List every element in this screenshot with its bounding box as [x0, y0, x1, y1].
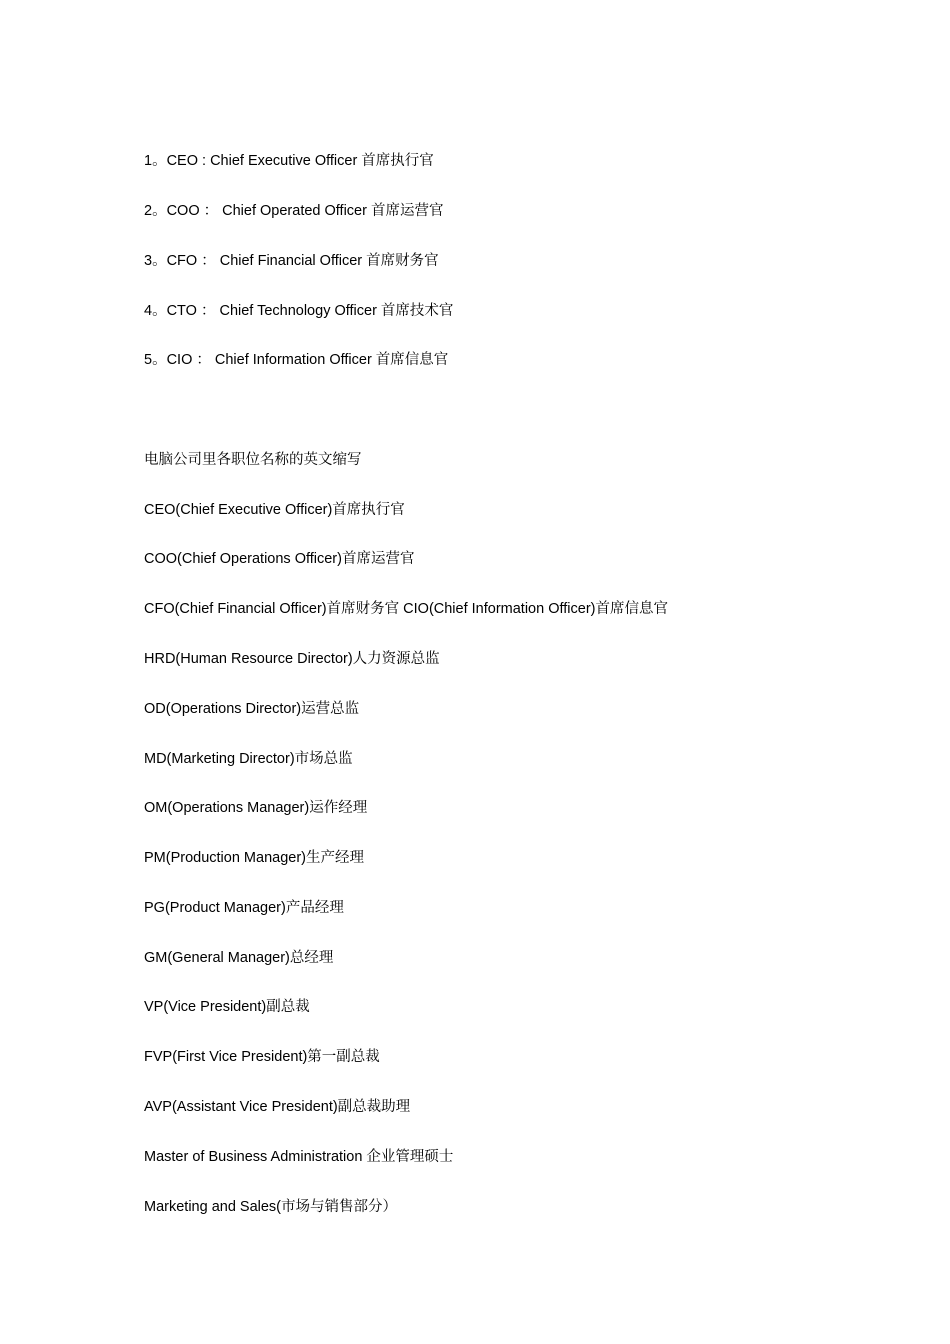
numbered-list-item: 1。CEO : Chief Executive Officer 首席执行官	[144, 153, 434, 169]
title-entry: HRD(Human Resource Director)人力资源总监	[144, 651, 440, 667]
numbered-list-item: 2。COO ： Chief Operated Officer 首席运营官	[144, 203, 444, 219]
title-entry: FVP(First Vice President)第一副总裁	[144, 1049, 380, 1065]
numbered-list-item: 5。CIO ： Chief Information Officer 首席信息官	[144, 352, 449, 368]
title-entry: CEO(Chief Executive Officer)首席执行官	[144, 502, 405, 518]
title-entry: CFO(Chief Financial Officer)首席财务官 CIO(Chief Information Officer)首席信息官	[144, 601, 668, 617]
title-entry: PM(Production Manager)生产经理	[144, 850, 364, 866]
title-entry: COO(Chief Operations Officer)首席运营官	[144, 551, 415, 567]
title-entry: OD(Operations Director)运营总监	[144, 701, 360, 717]
numbered-list-item: 3。CFO ： Chief Financial Officer 首席财务官	[144, 253, 439, 269]
section-heading: 电脑公司里各职位名称的英文缩写	[144, 452, 362, 468]
title-entry: Master of Business Administration 企业管理硕士	[144, 1149, 454, 1165]
title-entry: Marketing and Sales(市场与销售部分）	[144, 1199, 398, 1215]
title-entry: VP(Vice President)副总裁	[144, 999, 310, 1015]
numbered-list-item: 4。CTO ： Chief Technology Officer 首席技术官	[144, 303, 454, 319]
title-entry: OM(Operations Manager)运作经理	[144, 800, 368, 816]
title-entry: MD(Marketing Director)市场总监	[144, 751, 353, 767]
title-entry: AVP(Assistant Vice President)副总裁助理	[144, 1099, 411, 1115]
title-entry: GM(General Manager)总经理	[144, 950, 334, 966]
title-entry: PG(Product Manager)产品经理	[144, 900, 344, 916]
